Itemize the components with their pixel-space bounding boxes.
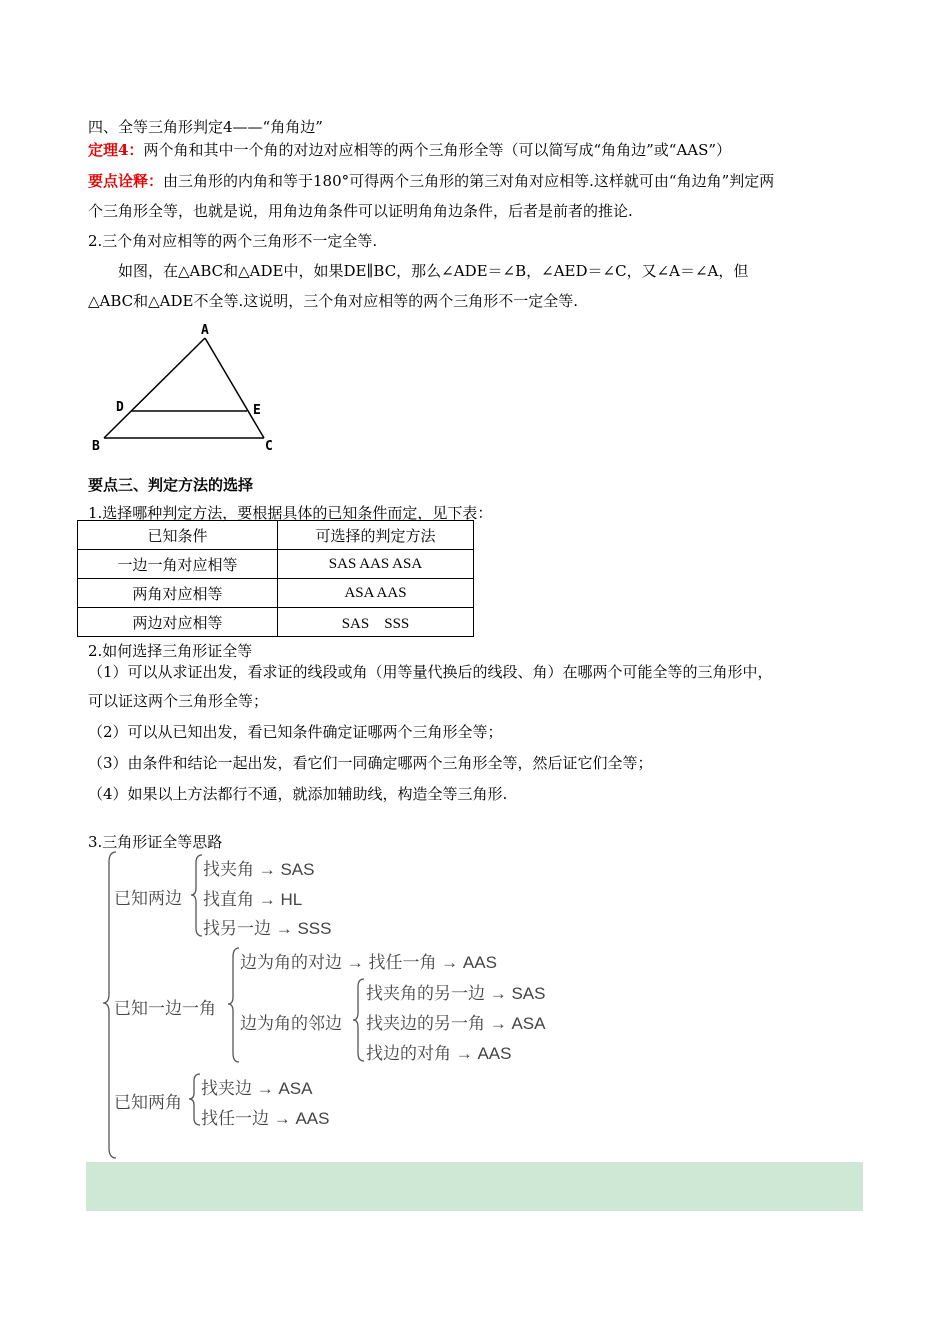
tree-leaf: 找夹角的另一边 → SAS: [366, 984, 546, 1003]
tree-leaf: 边为角的对边 → 找任一角 → AAS: [240, 953, 497, 972]
tree-leaf: 找夹角 → SAS: [203, 860, 315, 879]
idea-title: 3.三角形证全等思路: [88, 833, 223, 851]
highlight-box: [86, 1162, 863, 1211]
table-cell: ASA AAS: [278, 579, 474, 608]
two-sides-brace: [191, 855, 202, 936]
table-cell: SAS SSS: [278, 608, 474, 637]
theorem-label: 定理4：: [88, 141, 144, 159]
how-item-3: （3）由条件和结论一起出发，看它们一同确定哪两个三角形全等，然后证它们全等；: [88, 754, 653, 772]
table-cell: 两角对应相等: [78, 579, 278, 608]
side-angle-brace: [228, 948, 239, 1062]
how-item-4: （4）如果以上方法都行不通，就添加辅助线，构造全等三角形.: [88, 785, 508, 803]
key-point-3-intro: 1.选择哪种判定方法，要根据具体的已知条件而定，见下表：: [88, 504, 493, 522]
point-2: 2.三个角对应相等的两个三角形不一定全等.: [88, 232, 378, 250]
tree-leaf: 找夹边的另一角 → ASA: [366, 1014, 546, 1033]
example-line-1: 如图，在△ABC和△ADE中，如果DE∥BC，那么∠ADE＝∠B，∠AED＝∠C，又∠A＝∠A，但: [118, 262, 749, 280]
tree-leaf: 找边的对角 → AAS: [366, 1044, 512, 1063]
two-angles-label: 已知两角: [114, 1093, 182, 1112]
table-header: 已知条件: [78, 521, 278, 550]
two-angles-brace: [189, 1074, 200, 1125]
how-item-2: （2）可以从已知出发，看已知条件确定证哪两个三角形全等；: [88, 723, 503, 741]
label-d: D: [116, 400, 124, 415]
key-point-3-heading: 要点三、判定方法的选择: [88, 476, 254, 494]
adjacent-brace: [353, 979, 364, 1061]
note-text-2: 个三角形全等，也就是说，用角边角条件可以证明角角边条件，后者是前者的推论.: [88, 202, 633, 220]
how-item-1a: （1）可以从求证出发，看求证的线段或角（用等量代换后的线段、角）在哪两个可能全等的三角形中，: [88, 663, 773, 681]
adjacent-label: 边为角的邻边: [240, 1014, 342, 1033]
tree-leaf: 找任一边 → AAS: [201, 1109, 330, 1128]
side-angle-label: 已知一边一角: [114, 999, 216, 1018]
label-b: B: [92, 439, 100, 454]
theorem-text: 两个角和其中一个角的对边对应相等的两个三角形全等（可以简写成“角角边”或“AAS”）: [143, 141, 732, 159]
example-line-2: △ABC和△ADE不全等.这说明，三个角对应相等的两个三角形不一定全等.: [88, 292, 579, 310]
tree-leaf: 找夹边 → ASA: [201, 1079, 313, 1098]
tree-leaf: 找直角 → HL: [203, 890, 303, 909]
label-a: A: [201, 323, 209, 338]
note-text-1: 由三角形的内角和等于180°可得两个三角形的第三对角对应相等.这样就可由“角边角”判定两: [163, 172, 775, 190]
tree-leaf: 找另一边 → SSS: [203, 919, 332, 938]
table-header: 可选择的判定方法: [278, 521, 474, 550]
label-c: C: [265, 439, 273, 454]
table-cell: 两边对应相等: [78, 608, 278, 637]
how-item-1b: 可以证这两个三角形全等；: [88, 692, 269, 710]
table-cell: SAS AAS ASA: [278, 550, 474, 579]
how-title: 2.如何选择三角形证全等: [88, 642, 253, 660]
label-e: E: [253, 403, 261, 418]
note-label: 要点诠释：: [88, 172, 164, 190]
table-cell: 一边一角对应相等: [78, 550, 278, 579]
two-sides-label: 已知两边: [114, 889, 182, 908]
section-heading: 四、全等三角形判定4——“角角边”: [88, 118, 323, 136]
